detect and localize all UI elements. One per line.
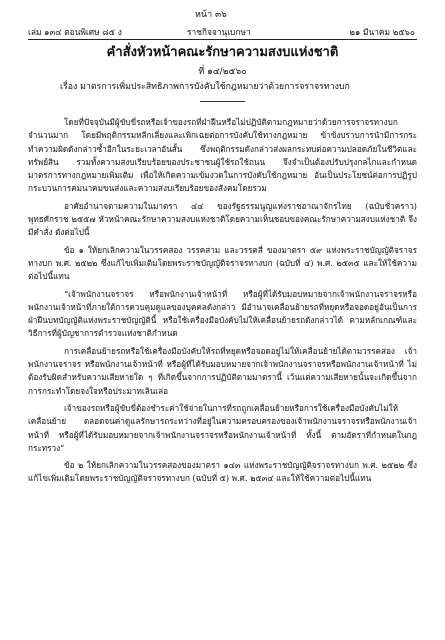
- header-date: ๒๑ มีนาคม ๒๕๖๐: [349, 27, 415, 37]
- header-publication: ราชกิจจานุเบกษา: [187, 27, 251, 37]
- page-number: หน้า ๓๖: [195, 10, 227, 20]
- quoted-paragraph: เจ้าของรถหรือผู้ขับขี่ต้องชำระค่าใช้จ่ายในการที่รถถูกเคลื่อนย้ายหรือการใช้เครื่องมือบังคับไม่ให้เคลื่อนย้าย ตลอดจนค่าดูแลรักษารถระหว่างที่อยู่ในความครอบครองของเจ้าพนักงานจราจรหรือพนักงานเจ้าหน้าที่ หรือผู้ที่ได้รับมอบหมายจากเจ้าพนักงานจราจรหรือพนักงานเจ้าหน้าที่ ทั้งนี้ ตามอัตราที่กำหนดในกฎกระทรวง”: [28, 402, 417, 453]
- order-body: [28, 116, 417, 490]
- body-paragraph: โดยที่ปัจจุบันมีผู้ขับขี่รถหรือเจ้าของรถที่ฝ่าฝืนหรือไม่ปฏิบัติตามกฎหมายว่าด้วยการจราจรทางบกจำนวนมาก โดยมีพฤติกรรมหลีกเลี่ยงและเพิกเฉยต่อการบังคับใช้ทางกฎหมาย ข้าข้งบราบการนำมีการกระทำความผิดดังกล่าวซ้ำอีกในระยะเวลาอันสั้น ซึ่งพฤติกรรมดังกล่าวส่งผลกระทบต่อความปลอดภัยในชีวิตและทรัพย์สิน รวมทั้งความสงบเรียบร้อยของประชาชนผู้ใช้รถใช้ถนน จึงจำเป็นต้องปรับปรุงกลไกและกำหนดมาตรการทางกฎหมายเพิ่มเติม เพื่อให้เกิดความเข้มงวดในการบังคับใช้กฎหมาย อันเป็นประโยชน์ต่อการปฏิรูปกระบวนการคมนาคมขนส่งและความสงบเรียบร้อยของสังคมโดยรวม: [28, 117, 417, 194]
- title-divider: [200, 101, 245, 102]
- header-rule: [28, 39, 417, 40]
- order-subject: เรื่อง มาตรการเพิ่มประสิทธิภาพการบังคับใช้กฎหมายว่าด้วยการจราจรทางบก: [60, 82, 350, 92]
- order-title: คำสั่งหัวหน้าคณะรักษาความสงบแห่งชาติ: [106, 45, 339, 60]
- header-volume: เล่ม ๑๓๔ ตอนพิเศษ ๘๕ ง: [28, 27, 122, 37]
- order-number: ที่ ๑๔/๒๕๖๐: [198, 67, 247, 77]
- body-paragraph: อาศัยอำนาจตามความในมาตรา ๔๔ ของรัฐธรรมนูญแห่งราชอาณาจักรไทย (ฉบับชั่วคราว) พุทธศักราช ๒๕๕๗ หัวหน้าคณะรักษาความสงบแห่งชาติโดยความเห็นชอบของคณะรักษาความสงบแห่งชาติ จึงมีคำสั่ง ดังต่อไปนี้: [28, 200, 417, 238]
- clause-paragraph: ข้อ ๑ ให้ยกเลิกความในวรรคสอง วรรคสาม และวรรคสี่ ของมาตรา ๕๙ แห่งพระราชบัญญัติจราจรทางบก พ.ศ. ๒๕๒๒ ซึ่งแก้ไขเพิ่มเติมโดยพระราชบัญญัติจราจรทางบก (ฉบับที่ ๔) พ.ศ. ๒๕๓๕ และให้ใช้ความต่อไปนี้แทน: [28, 244, 417, 282]
- quoted-paragraph: การเคลื่อนย้ายรถหรือใช้เครื่องมือบังคับให้รถที่หยุดหรือจอดอยู่ไม่ให้เคลื่อนย้ายได้ตามวรรคสอง เจ้าพนักงานจราจร หรือพนักงานเจ้าหน้าที่ หรือผู้ที่ได้รับมอบหมายจากเจ้าพนักงานจราจรหรือพนักงานเจ้าหน้าที่ ไม่ต้องรับผิดสำหรับความเสียหายใด ๆ ที่เกิดขึ้นจากการปฏิบัติตามมาตรานี้ เว้นแต่ความเสียหายนั้นจะเกิดขึ้นจากการกระทำโดยจงใจหรือประมาทเลินเล่อ: [28, 345, 417, 396]
- quoted-paragraph: “เจ้าพนักงานจราจร หรือพนักงานเจ้าหน้าที่ หรือผู้ที่ได้รับมอบหมายจากเจ้าพนักงานจราจรหรือพนักงานเจ้าหน้าที่ภายใต้การควบคุมดูแลของบุคคลดังกล่าว มีอำนาจเคลื่อนย้ายรถที่หยุดหรือจอดอยู่อันเป็นการฝ่าฝืนบทบัญญัติแห่งพระราชบัญญัตินี้ หรือใช้เครื่องมือบังคับไม่ให้เคลื่อนย้ายรถดังกล่าวได้ ตามหลักเกณฑ์และวิธีการที่ผู้บัญชาการตำรวจแห่งชาติกำหนด: [28, 288, 417, 339]
- clause-paragraph: ข้อ ๒ ให้ยกเลิกความในวรรคสองของมาตรา ๑๔๓ แห่งพระราชบัญญัติจราจรทางบก พ.ศ. ๒๕๒๒ ซึ่งแก้ไขเพิ่มเติมโดยพระราชบัญญัติจราจรทางบก (ฉบับที่ ๕) พ.ศ. ๒๕๓๔ และให้ใช้ความต่อไปนี้แทน: [28, 460, 417, 484]
